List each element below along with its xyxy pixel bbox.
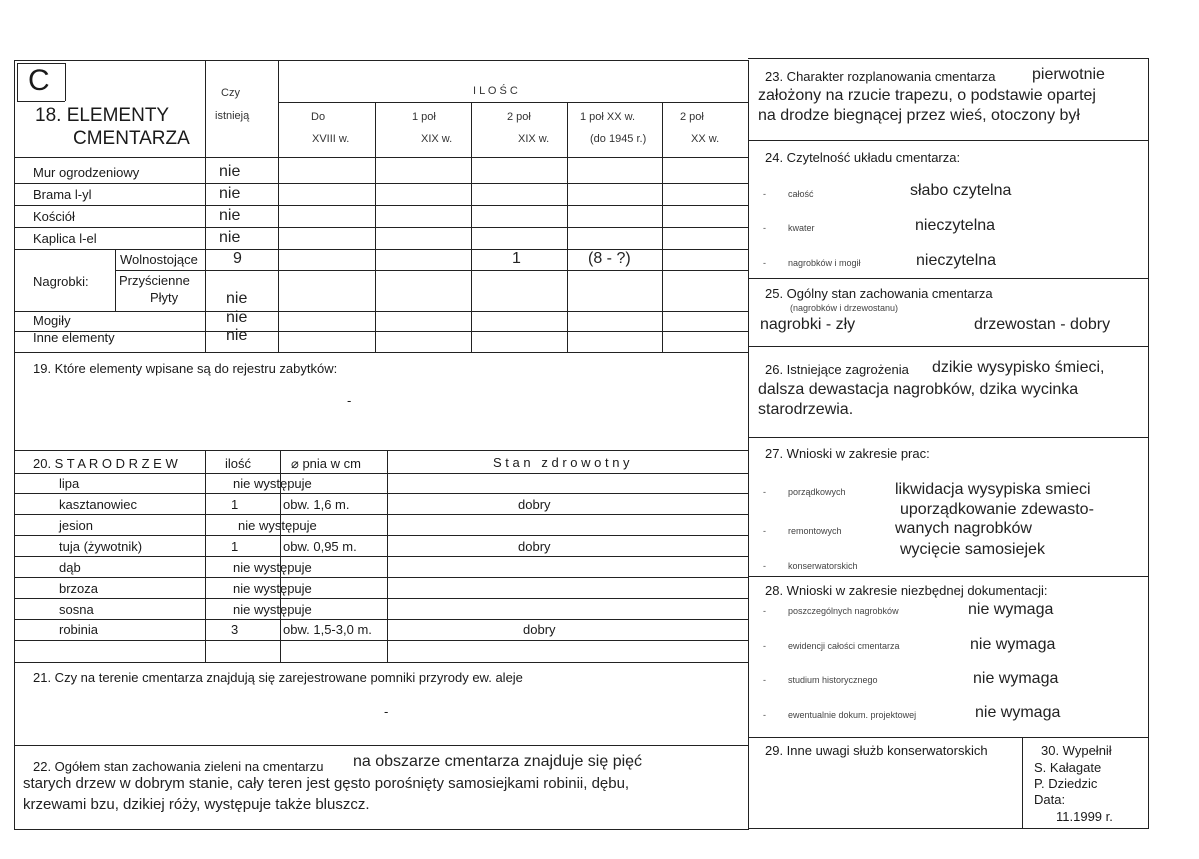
row-label: Brama l-yl (33, 187, 92, 202)
col-1pol-xx-2: (do 1945 r.) (590, 133, 647, 145)
item-value: nieczytelna (915, 217, 996, 234)
tree-ilosc: nie występuje (233, 602, 312, 617)
tree-name: lipa (59, 476, 80, 491)
item-value: słabo czytelna (910, 182, 1012, 199)
plyty-label: Płyty (150, 290, 179, 305)
item-value: nie wymaga (970, 636, 1056, 653)
section-21-value: - (384, 704, 389, 719)
section-22-label: 22. Ogółem stan zachowania zieleni na cmentarzu (33, 759, 324, 774)
s27-value-line4: wycięcie samosiejek (900, 541, 1045, 558)
col-1pol-xix: 1 poł (412, 111, 436, 123)
tree-stan: dobry (518, 539, 551, 554)
wolnostojace-1pol-xx: (8 - ?) (588, 250, 631, 267)
item-label: całość (788, 189, 814, 199)
col-2pol-xx: 2 poł (680, 111, 704, 123)
col-1pol-xx: 1 poł XX w. (580, 111, 636, 123)
tree-name: dąb (59, 560, 81, 575)
section-27-label: 27. Wnioski w zakresie prac: (765, 446, 930, 461)
section-26-line3: starodrzewia. (758, 401, 854, 418)
item-dash: - (763, 606, 766, 616)
col-do-xviii-2: XVIII w. (312, 133, 350, 145)
tree-pnia: obw. 0,95 m. (283, 539, 357, 554)
tree-pnia: obw. 1,5-3,0 m. (283, 622, 372, 637)
col-stan-zdrowotny: S t a n z d r o w o t n y (493, 455, 630, 470)
row-czy: nie (219, 185, 241, 202)
section-23-label: 23. Charakter rozplanowania cmentarza (765, 69, 996, 84)
item-dash: - (763, 675, 766, 685)
kons-label: konserwatorskich (788, 561, 858, 571)
section-20-title: 20. S T A R O D R Z E W (33, 456, 178, 471)
item-value: nieczytelna (916, 252, 997, 269)
col-czy-2: istnieją (215, 110, 250, 122)
row-czy: nie (219, 229, 241, 246)
tree-name: sosna (59, 602, 94, 617)
section-24-label: 24. Czytelność układu cmentarza: (765, 150, 961, 165)
section-23-line2: założony na rzucie trapezu, o podstawie opartej (758, 87, 1096, 104)
section-18-title: 18. ELEMENTY (35, 105, 170, 126)
section-22-line2: starych drzew w dobrym stanie, cały teren jest gęsto porośnięty samosiejkami robinii, dębu, (23, 775, 630, 792)
filled-by-name-2: P. Dziedzic (1034, 776, 1098, 791)
nagrobki-label: Nagrobki: (33, 274, 89, 289)
col-2pol-xix-2: XIX w. (518, 133, 550, 145)
section-26-line1: dzikie wysypisko śmieci, (932, 359, 1105, 376)
filled-by-name-1: S. Kałagate (1034, 760, 1102, 775)
section-26-line2: dalsza dewastacja nagrobków, dzika wycinka (758, 381, 1079, 398)
section-c-letter: C (28, 64, 50, 97)
row-label: Kościół (33, 209, 75, 224)
item-dash: - (763, 710, 766, 720)
tree-stan: dobry (523, 622, 556, 637)
section-29-label: 29. Inne uwagi służb konserwatorskich (765, 743, 988, 758)
inne-czy: nie (226, 327, 248, 344)
item-dash: - (763, 641, 766, 651)
col-2pol-xix: 2 poł (507, 111, 531, 123)
row-label: Mur ogrodzeniowy (33, 165, 140, 180)
item-label: kwater (788, 223, 815, 233)
section-25-label: 25. Ogólny stan zachowania cmentarza (765, 286, 993, 301)
kons-dash: - (763, 561, 766, 571)
section-25-value-right: drzewostan - dobry (974, 316, 1111, 333)
s27-value-line1: likwidacja wysypiska smieci (895, 481, 1091, 498)
item-value: nie wymaga (973, 670, 1059, 687)
col-ilosc: ilość (225, 456, 252, 471)
tree-ilosc: 1 (231, 497, 239, 512)
item-value: nie wymaga (975, 704, 1061, 721)
col-czy-1: Czy (221, 87, 240, 99)
col-pnia: ⌀ pnia w cm (291, 456, 361, 471)
tree-name: robinia (59, 622, 99, 637)
tree-name: jesion (59, 518, 93, 533)
item-label: ewidencji całości cmentarza (788, 641, 900, 651)
section-22-line3: krzewami bzu, dzikiej róży, występuje także bluszcz. (23, 796, 370, 813)
col-1pol-xix-2: XIX w. (421, 133, 453, 145)
section-19-value: - (347, 393, 352, 408)
tree-ilosc: 3 (231, 622, 239, 637)
section-25-value-left: nagrobki - zły (760, 316, 856, 333)
porz-dash: - (763, 487, 766, 497)
tree-pnia: obw. 1,6 m. (283, 497, 350, 512)
date-label: Data: (1034, 792, 1066, 807)
rem-label: remontowych (788, 526, 842, 536)
s27-value-line3: wanych nagrobków (895, 520, 1032, 537)
tree-stan: dobry (518, 497, 551, 512)
col-do-xviii: Do (311, 111, 326, 123)
porz-label: porządkowych (788, 487, 846, 497)
item-label: studium historycznego (788, 675, 878, 685)
section-21-label: 21. Czy na terenie cmentarza znajdują się zarejestrowane pomniki przyrody ew. aleje (33, 670, 523, 685)
item-value: nie wymaga (968, 601, 1054, 618)
row-czy: nie (219, 207, 241, 224)
przyscienne-label: Przyścienne (119, 273, 190, 288)
section-23-line1: pierwotnie (1032, 66, 1105, 83)
tree-name: brzoza (59, 581, 99, 596)
section-18-subtitle: CMENTARZA (73, 128, 190, 149)
mogily-label: Mogiły (33, 313, 71, 328)
przyscienne-czy: nie (226, 290, 248, 307)
s27-value-line2: uporządkowanie zdewasto- (900, 501, 1094, 518)
wolnostojace-czy: 9 (233, 250, 242, 267)
section-22-line1: na obszarze cmentarza znajduje się pięć (353, 753, 643, 770)
col-ilosc-header: I L O Ś C (473, 85, 518, 97)
section-25-sub: (nagrobków i drzewostanu) (790, 303, 899, 313)
tree-ilosc: nie występuje (233, 581, 312, 596)
tree-ilosc: 1 (231, 539, 239, 554)
rem-dash: - (763, 526, 766, 536)
date-value: 11.1999 r. (1056, 809, 1113, 824)
tree-name: kasztanowiec (59, 497, 138, 512)
section-30-label: 30. Wypełnił (1041, 743, 1112, 758)
col-2pol-xx-2: XX w. (691, 133, 720, 145)
row-label: Kaplica l-el (33, 231, 97, 246)
mogily-czy: nie (226, 309, 248, 326)
tree-ilosc: nie występuje (233, 476, 312, 491)
tree-name: tuja (żywotnik) (59, 539, 143, 554)
tree-ilosc: nie występuje (233, 560, 312, 575)
section-28-label: 28. Wnioski w zakresie niezbędnej dokumentacji: (765, 583, 1048, 598)
wolnostojace-2pol-xix: 1 (512, 250, 521, 267)
wolnostojace-label: Wolnostojące (120, 252, 198, 267)
tree-ilosc: nie występuje (238, 518, 317, 533)
item-label: nagrobków i mogił (788, 258, 861, 268)
section-19-label: 19. Które elementy wpisane są do rejestru zabytków: (33, 361, 338, 376)
row-czy: nie (219, 163, 241, 180)
item-label: poszczególnych nagrobków (788, 606, 899, 616)
item-label: ewentualnie dokum. projektowej (788, 710, 917, 720)
section-23-line3: na drodze biegnącej przez wieś, otoczony był (758, 107, 1080, 124)
item-dash: - (763, 223, 766, 233)
item-dash: - (763, 189, 766, 199)
item-dash: - (763, 258, 766, 268)
section-26-label: 26. Istniejące zagrożenia (765, 362, 909, 377)
inne-label: Inne elementy (33, 330, 115, 345)
